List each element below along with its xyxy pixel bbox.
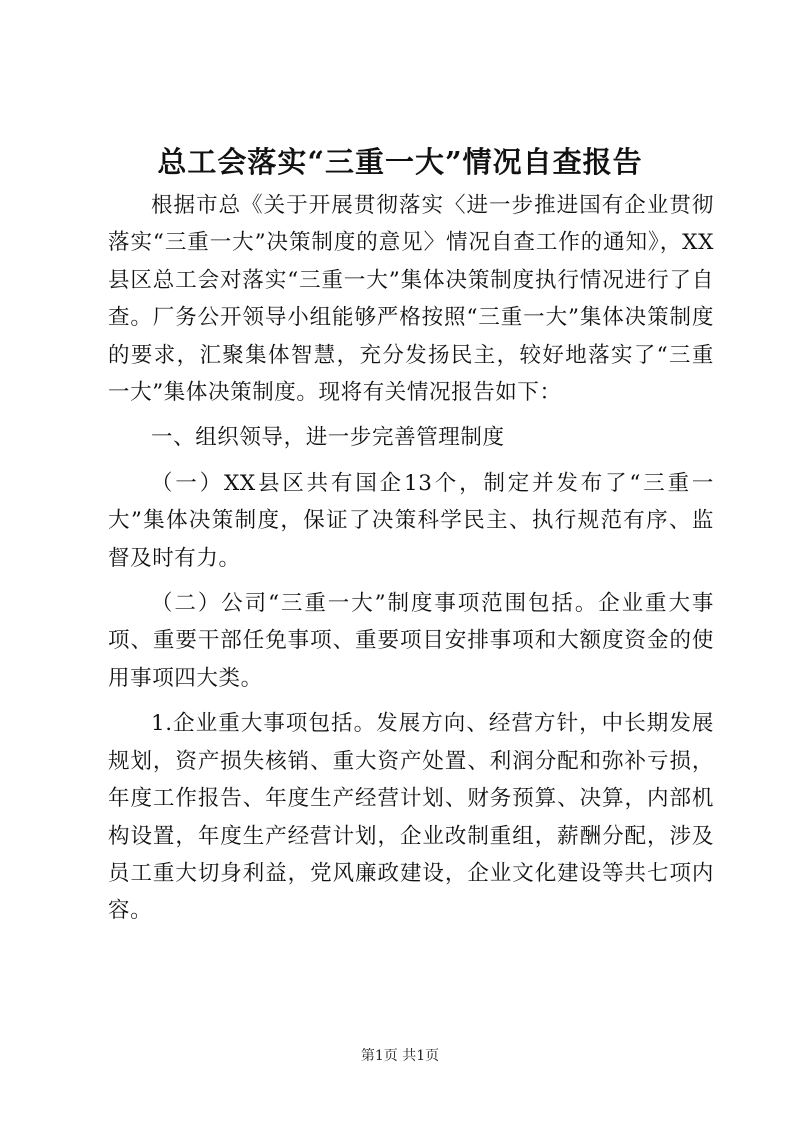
- section-heading-1: 一、组织领导，进一步完善管理制度: [151, 425, 505, 451]
- document-title: 总工会落实“三重一大”情况自查报告: [157, 145, 643, 179]
- page-footer: 第1页 共1页: [360, 1048, 440, 1064]
- intro-paragraph: 根据市总《关于开展贯彻落实〈进一步推进国有企业贯彻落实“三重一大”决策制度的意见〉情况自查工作的通知》，XX县区总工会对落实“三重一大”集体决策制度执行情况进行了自查。厂务公开领导小组能够严格按照“三重一大”集体决策制度的要求，汇聚集体智慧，充分发扬民主，较好地落实了“三重一大”集体决策制度。现将有关情况报告如下：: [108, 193, 714, 406]
- paragraph-item-2: （二）公司“三重一大”制度事项范围包括。企业重大事项、重要干部任免事项、重要项目安排事项和大额度资金的使用事项四大类。: [108, 591, 714, 691]
- document-body: [108, 187, 714, 930]
- paragraph-item-1: （一）XX县区共有国企13个，制定并发布了“三重一大”集体决策制度，保证了决策科学民主、执行规范有序、监督及时有力。: [108, 470, 714, 571]
- paragraph-item-3: 1.企业重大事项包括。发展方向、经营方针，中长期发展规划，资产损失核销、重大资产处置、利润分配和弥补亏损，年度工作报告、年度生产经营计划、财务预算、决算，内部机构设置，年度生产经营计划，企业改制重组，薪酬分配，涉及员工重大切身利益，党风廉政建设，企业文化建设等共七项内容。: [108, 711, 714, 924]
